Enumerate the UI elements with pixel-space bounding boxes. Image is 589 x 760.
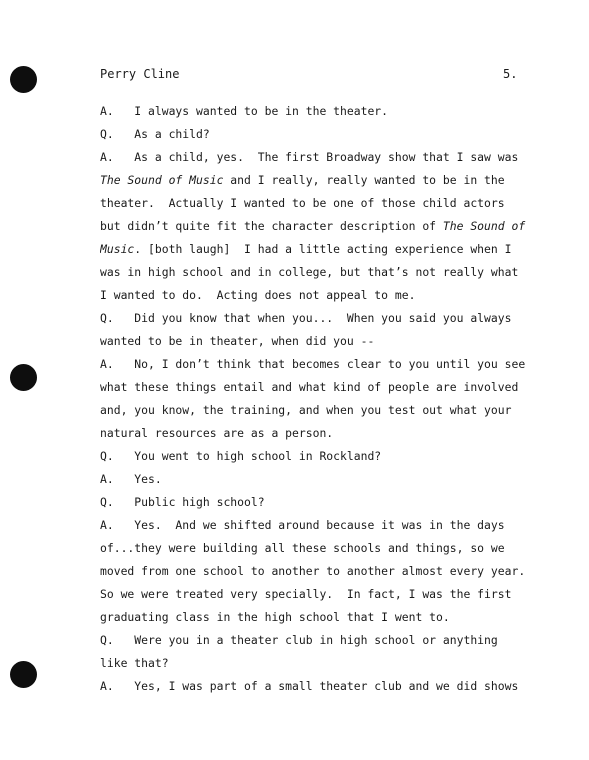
transcript-line — [100, 146, 530, 169]
transcript-line — [100, 537, 530, 560]
transcript-text: A. Yes. And we shifted around because it was in the days — [100, 518, 505, 532]
transcript-text: A. I always wanted to be in the theater. — [100, 104, 389, 118]
transcript-line — [100, 192, 530, 215]
transcript-line — [100, 560, 530, 583]
italic-title-text: The Sound of — [442, 219, 526, 233]
transcript-line — [100, 445, 530, 468]
transcript-text: . [both laugh] I had a little acting experience when I — [134, 242, 512, 256]
binder-hole-bottom — [10, 661, 37, 688]
transcript-line — [100, 353, 530, 376]
transcript-line — [100, 583, 530, 606]
binder-hole-middle — [10, 364, 37, 391]
transcript-line — [100, 215, 530, 238]
transcript-text: and, you know, the training, and when you test out what your — [100, 403, 512, 417]
transcript-text: wanted to be in theater, when did you -- — [100, 334, 375, 348]
transcript-text: like that? — [100, 656, 169, 670]
transcript-text: moved from one school to another to another almost every year. — [100, 564, 526, 578]
transcript-text: graduating class in the high school that I went to. — [100, 610, 450, 624]
interviewee-name: Perry Cline — [100, 67, 180, 81]
transcript-text: what these things entail and what kind of people are involved — [100, 380, 519, 394]
transcript-text: Q. Were you in a theater club in high school or anything — [100, 633, 498, 647]
transcript-line — [100, 675, 530, 698]
transcript-line — [100, 169, 530, 192]
transcript-line — [100, 606, 530, 629]
transcript-text: Q. Public high school? — [100, 495, 265, 509]
transcript-line — [100, 238, 530, 261]
transcript-text: So we were treated very specially. In fact, I was the first — [100, 587, 512, 601]
transcript-text: Q. Did you know that when you... When you said you always — [100, 311, 512, 325]
transcript-body — [100, 100, 530, 698]
transcript-line — [100, 652, 530, 675]
italic-title-text: Music — [100, 242, 135, 256]
transcript-line — [100, 284, 530, 307]
transcript-line — [100, 123, 530, 146]
transcript-line — [100, 376, 530, 399]
italic-title-text: The Sound of Music — [100, 173, 224, 187]
transcript-line — [100, 261, 530, 284]
transcript-text: A. Yes, I was part of a small theater club and we did shows — [100, 679, 519, 693]
transcript-text: Q. You went to high school in Rockland? — [100, 449, 382, 463]
transcript-text: and I really, really wanted to be in the — [223, 173, 505, 187]
transcript-text: but didn’t quite fit the character description of — [100, 219, 443, 233]
transcript-line — [100, 330, 530, 353]
transcript-text: A. Yes. — [100, 472, 162, 486]
transcript-text: was in high school and in college, but that’s not really what — [100, 265, 519, 279]
transcript-text: theater. Actually I wanted to be one of those child actors — [100, 196, 505, 210]
transcript-line — [100, 307, 530, 330]
transcript-text: A. As a child, yes. The first Broadway show that I saw was — [100, 150, 519, 164]
transcript-text: A. No, I don’t think that becomes clear to you until you see — [100, 357, 526, 371]
transcript-text: Q. As a child? — [100, 127, 210, 141]
transcript-line — [100, 629, 530, 652]
transcript-line — [100, 468, 530, 491]
page-number: 5. — [503, 67, 518, 81]
transcript-line — [100, 491, 530, 514]
transcript-line — [100, 514, 530, 537]
transcript-text: I wanted to do. Acting does not appeal to me. — [100, 288, 416, 302]
transcript-text: natural resources are as a person. — [100, 426, 334, 440]
transcript-line — [100, 100, 530, 123]
transcript-text: of...they were building all these schools and things, so we — [100, 541, 505, 555]
binder-hole-top — [10, 66, 37, 93]
transcript-line — [100, 422, 530, 445]
transcript-line — [100, 399, 530, 422]
